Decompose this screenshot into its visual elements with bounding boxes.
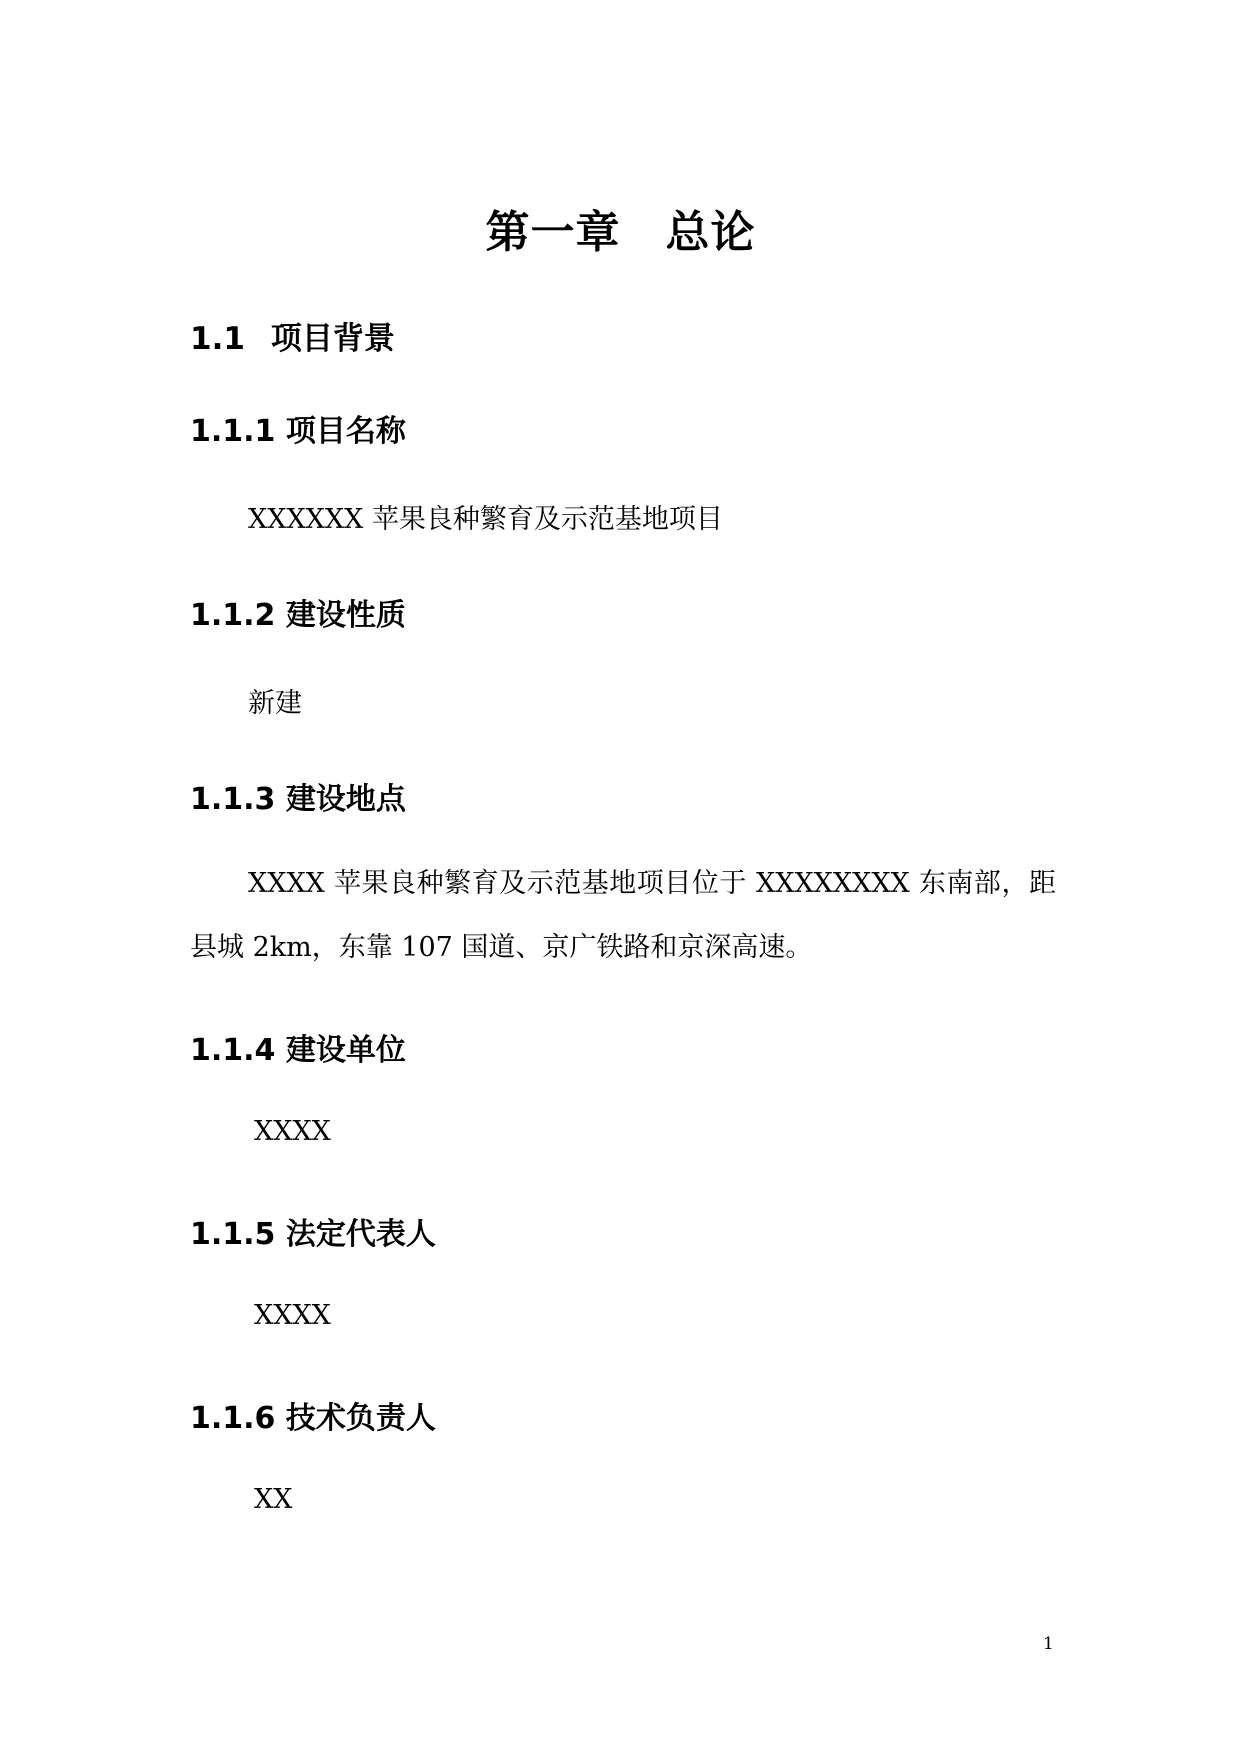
construction-nature-text: 新建 [248, 688, 302, 719]
technical-lead-text: XX [254, 1484, 293, 1515]
subsection-heading-construction-unit: 1.1.4 建设单位 [190, 1033, 406, 1068]
subsection-heading-technical-lead: 1.1.6 技术负责人 [190, 1401, 436, 1436]
section-number: 1.1 [190, 321, 245, 357]
legal-representative-text: XXXX [254, 1300, 331, 1331]
section-heading [190, 313, 395, 358]
construction-site-paragraph: XXXX 苹果良种繁育及示范基地项目位于 XXXXXXXX 东南部，距县城 2km，东靠 107 国道、京广铁路和京深高速。 [190, 868, 1056, 963]
page-number: 1 [1043, 1634, 1054, 1654]
subsection-heading-construction-nature: 1.1.2 建设性质 [190, 598, 406, 633]
subsection-heading-project-name: 1.1.1 项目名称 [190, 414, 406, 449]
chapter-title: 第一章 总论 [485, 207, 756, 258]
subsection-heading-legal-representative: 1.1.5 法定代表人 [190, 1217, 436, 1252]
subsection-heading-construction-site: 1.1.3 建设地点 [190, 782, 406, 817]
project-name-text: XXXXXX 苹果良种繁育及示范基地项目 [248, 504, 723, 535]
section-title: 项目背景 [270, 321, 395, 357]
construction-unit-text: XXXX [254, 1116, 331, 1147]
